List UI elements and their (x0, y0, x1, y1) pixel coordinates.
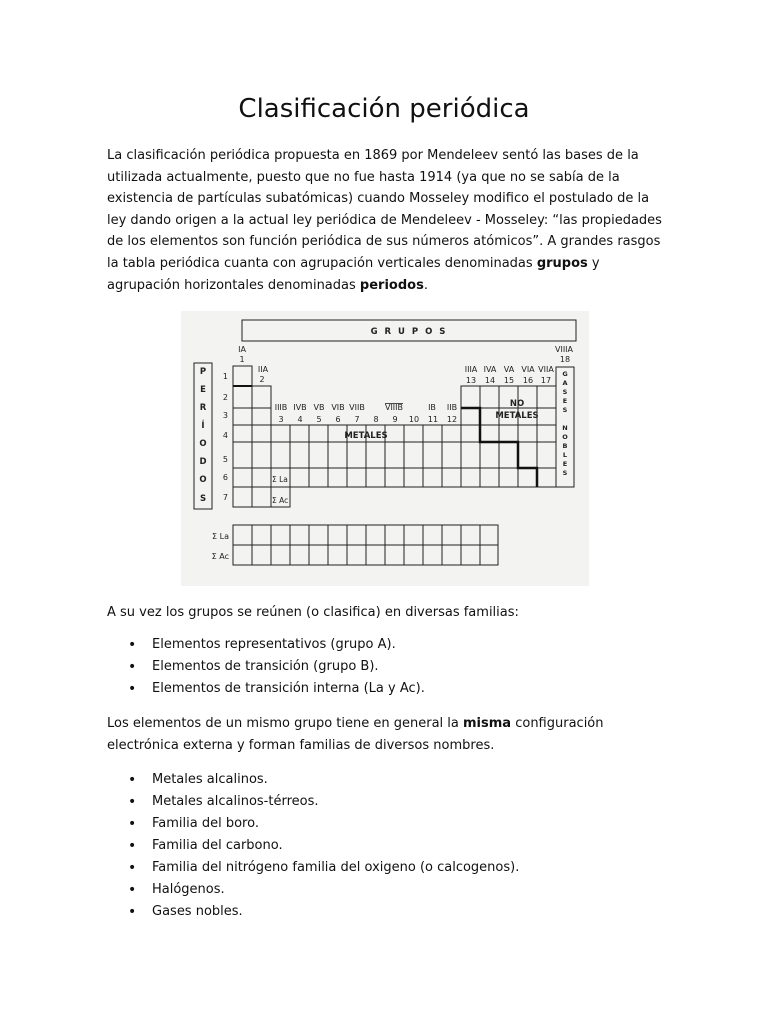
group-a-roman: VA (503, 365, 515, 374)
page-title: Clasificación periódica (238, 94, 530, 124)
group-b-roman: VIIB (349, 403, 365, 412)
intro-text-end: . (423, 277, 428, 293)
periodos-letter: D (199, 457, 207, 467)
group-1-label: 1 (239, 355, 245, 364)
group-ia-label: IA (238, 345, 246, 354)
gases-letter: S (562, 388, 568, 396)
group-families-list (107, 769, 519, 923)
periodic-table-figure (181, 311, 589, 586)
list-item: • Gases nobles. (107, 901, 519, 923)
periodos-letter: P (199, 367, 207, 377)
la-row-label: Σ La (212, 532, 229, 541)
group-b-number: 7 (354, 415, 360, 424)
group-a-number: 13 (465, 376, 477, 385)
group-paragraph (107, 713, 667, 756)
group-1-column (233, 366, 252, 507)
group-2-column (252, 386, 271, 507)
period-number: 2 (222, 393, 228, 402)
ac-row-label: Σ Ac (211, 552, 229, 561)
group-b-number: 10 (408, 415, 420, 424)
periodos-letter: Í (201, 421, 205, 431)
gases-letter: B (562, 442, 568, 450)
no-metales-label-1: NO (509, 399, 525, 409)
periodos-letter: O (199, 475, 207, 485)
group-a-roman: VIIA (538, 365, 554, 374)
group-b-roman: VIB (331, 403, 345, 412)
group-b-roman: IB (428, 403, 436, 412)
period-number: 6 (222, 473, 228, 482)
period-number: 4 (222, 431, 228, 440)
group-b-number: 8 (373, 415, 379, 424)
group-a-roman: IVA (483, 365, 497, 374)
list-item: • Familia del boro. (107, 813, 519, 835)
group-a-number: 15 (503, 376, 515, 385)
list-item: • Elementos de transición (grupo B). (107, 656, 425, 678)
p-block (461, 386, 556, 487)
group-b-roman: VB (313, 403, 325, 412)
group-b-number: 6 (335, 415, 341, 424)
families-intro: A su vez los grupos se reúnen (o clasifica) en diversas familias: (107, 605, 519, 620)
gases-letter: S (562, 469, 568, 477)
list-item: • Familia del carbono. (107, 835, 519, 857)
gases-letter: G (562, 370, 568, 378)
group-a-number: 14 (484, 376, 496, 385)
group-text-after: configuración electrónica externa y forman familias de diversos nombres. (107, 716, 604, 753)
bold-periodos: periodos (359, 277, 424, 293)
group-viiib-label: VIIIB (384, 403, 404, 412)
group-a-roman: IIIA (464, 365, 478, 374)
period-number: 1 (222, 372, 228, 381)
intro-text: La clasificación periódica propuesta en 1869 por Mendeleev sentó las bases de la utilizada actualmente, puesto que no fue hasta 1914 (ya que no se sabía de la existencia de partículas subatómicas) cuando Mosseley modifico el postulado de la ley dando origen a la actual ley periódica de Mendeleev - Mosseley: “las propiedades de los elementos son función periódica de sus números atómicos”. A grandes rasgos la tabla periódica cuanta con agrupación verticales denominadas (107, 148, 662, 271)
la-label: Σ La (272, 475, 288, 484)
gases-letter: O (562, 433, 568, 441)
group-b-roman: IVB (293, 403, 307, 412)
periodos-letter: E (200, 385, 206, 395)
bold-grupos: grupos (536, 255, 588, 271)
list-item: • Elementos representativos (grupo A). (107, 634, 425, 656)
metales-label: METALES (344, 431, 388, 441)
group-a-number: 16 (522, 376, 534, 385)
group-b-number: 11 (427, 415, 439, 424)
group-a-number: 17 (540, 376, 552, 385)
periodos-letter: O (199, 439, 207, 449)
group-b-number: 5 (316, 415, 322, 424)
periodos-letter: S (199, 494, 207, 504)
grupos-header: G R U P O S (370, 327, 448, 337)
group-b-number: 4 (297, 415, 303, 424)
ac-label: Σ Ac (272, 496, 289, 505)
periodos-letter: R (199, 403, 207, 413)
group-18-label: 18 (559, 355, 571, 364)
list-item: • Metales alcalinos-térreos. (107, 791, 519, 813)
intro-text-between: y agrupación horizontales denominadas (107, 255, 600, 293)
gases-letter: E (562, 460, 568, 468)
no-metales-label-2: METALES (495, 411, 539, 421)
group-viiia-label: VIIIA (554, 345, 574, 354)
group-b-number: 9 (392, 415, 398, 424)
period-number: 5 (222, 455, 228, 464)
group-text-before: Los elementos de un mismo grupo tiene en general la (107, 716, 459, 731)
list-item: • Metales alcalinos. (107, 769, 519, 791)
group-b-roman: IIB (446, 403, 458, 412)
list-item: • Elementos de transición interna (La y Ac). (107, 678, 425, 700)
period-number: 3 (222, 411, 228, 420)
group-2-label: 2 (259, 375, 265, 384)
gases-letter: A (562, 379, 568, 387)
list-item: • Halógenos. (107, 879, 519, 901)
bold-misma: misma (463, 716, 512, 731)
group-b-number: 3 (278, 415, 284, 424)
periodic-table-diagram (181, 311, 589, 586)
gases-letter: E (562, 397, 568, 405)
list-item: • Familia del nitrógeno familia del oxigeno (o calcogenos). (107, 857, 519, 879)
families-list (107, 634, 425, 700)
group-b-number: 12 (446, 415, 458, 424)
gases-letter: S (562, 406, 568, 414)
group-a-roman: VIA (521, 365, 535, 374)
period-number: 7 (222, 493, 228, 502)
gases-letter: N (562, 424, 568, 432)
group-iia-label: IIA (257, 365, 269, 374)
group-b-roman: IIIB (274, 403, 288, 412)
gases-letter: L (562, 451, 568, 459)
intro-paragraph (107, 145, 667, 296)
